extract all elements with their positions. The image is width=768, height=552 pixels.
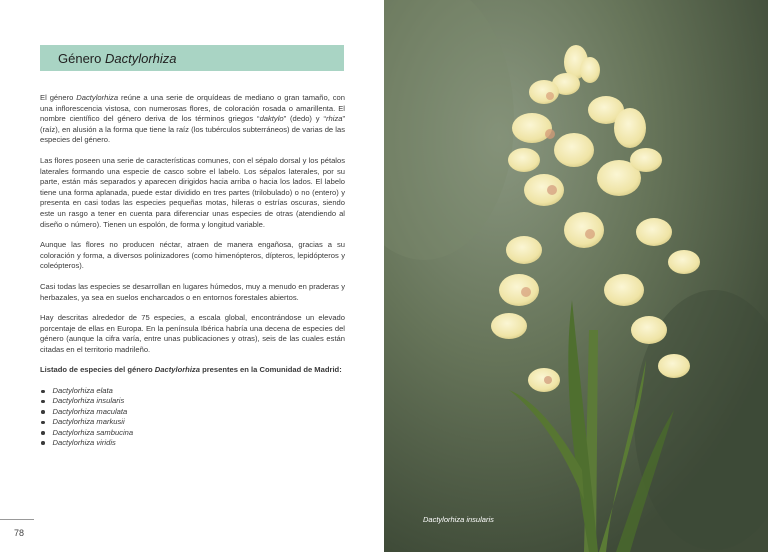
text-run: ” (dedo) y “ <box>283 114 326 124</box>
title-genus: Dactylorhiza <box>105 50 177 66</box>
text-run: Listado de especies del género <box>40 365 155 375</box>
paragraph-flowers: Las flores poseen una serie de características comunes, con el sépalo dorsal y los pétalos laterales formando una especie de casco sobre el labelo. Los sépalos laterales, por su parte, están más separados y aparecen dirigidos hacia arriba o hacia los lados. El labelo tiene una forma aplanada, puede estar dividido en tres partes (trilobulado) o no (entero) y presenta en casi todas las especies pequeñas motas, hileras o estrías oscuras, siendo este un rasgo a tener en cuenta para diferenciar unas especies de otras (atendiendo al diseño o número). Tienen un espolón, de forma y longitud variable. <box>40 155 345 229</box>
text-run: presentes en la Comunidad de Madrid: <box>199 365 342 375</box>
text-run-italic: Dactylorhiza <box>76 93 119 102</box>
list-item <box>40 438 345 448</box>
paragraph-pollinators: Aunque las flores no producen néctar, atraen de manera engañosa, gracias a su coloración y forma, a diversos polinizadores (como himenópteros, dípteros, lepidópteros y coleópteros). <box>40 240 345 271</box>
title-prefix: Género <box>58 50 102 66</box>
text-run: reúne a una serie de orquídeas de mediano o gran tamaño, con una inflorescencia vistosa, con numerosas flores, de coloración rosada o amarillenta. El nombre científico del género deriva de los términos griegos “ <box>40 93 345 124</box>
footer-rule <box>0 519 34 520</box>
species-name: Dactylorhiza insularis <box>52 396 125 406</box>
text-run: El género <box>40 93 77 102</box>
list-item <box>40 396 345 406</box>
section-title <box>40 45 344 71</box>
species-name: Dactylorhiza viridis <box>52 437 116 447</box>
orchid-photo <box>384 0 768 552</box>
list-item <box>40 386 345 396</box>
list-item <box>40 428 345 438</box>
species-name: Dactylorhiza sambucina <box>52 427 134 437</box>
text-run-italic: Dactylorhiza <box>154 365 200 375</box>
species-name: Dactylorhiza maculata <box>52 406 128 416</box>
species-list <box>40 386 345 448</box>
paragraph-species-count: Hay descritas alrededor de 75 especies, a escala global, encontrándose un elevado porcentaje de ellas en Europa. En la península Ibérica habría una decena de especies del género (aunque la cifra varía, entre unas publicaciones y otras), seis de las cuales están citadas en el territorio madrileño. <box>40 313 345 354</box>
paragraph-habitat: Casi todas las especies se desarrollan en lugares húmedos, muy a menudo en praderas y herbazales, ya sea en suelos encharcados o en entornos forestales abiertos. <box>40 281 345 302</box>
bullet-icon <box>41 421 45 425</box>
article-body <box>40 93 345 448</box>
orchid-illustration <box>384 0 768 552</box>
list-item <box>40 407 345 417</box>
page-number: 78 <box>14 528 25 538</box>
text-run: ” (raíz), en alusión a la forma que tiene la raíz (los tubérculos subterráneos) de varias de las especies del género. <box>40 114 345 145</box>
species-name: Dactylorhiza elata <box>52 385 113 395</box>
bullet-icon <box>41 410 45 414</box>
flower <box>529 80 559 104</box>
photo-caption: Dactylorhiza insularis <box>423 515 494 524</box>
list-item <box>40 417 345 427</box>
text-run-italic: daktylo <box>259 114 284 124</box>
bullet-icon <box>41 441 45 445</box>
flower <box>524 174 564 206</box>
species-name: Dactylorhiza markusii <box>52 417 125 427</box>
text-run-italic: rhiza <box>326 114 343 124</box>
species-list-heading <box>40 365 345 376</box>
bullet-icon <box>41 400 45 404</box>
paragraph-intro <box>40 93 345 146</box>
bullet-icon <box>41 390 45 394</box>
bullet-icon <box>41 431 45 435</box>
